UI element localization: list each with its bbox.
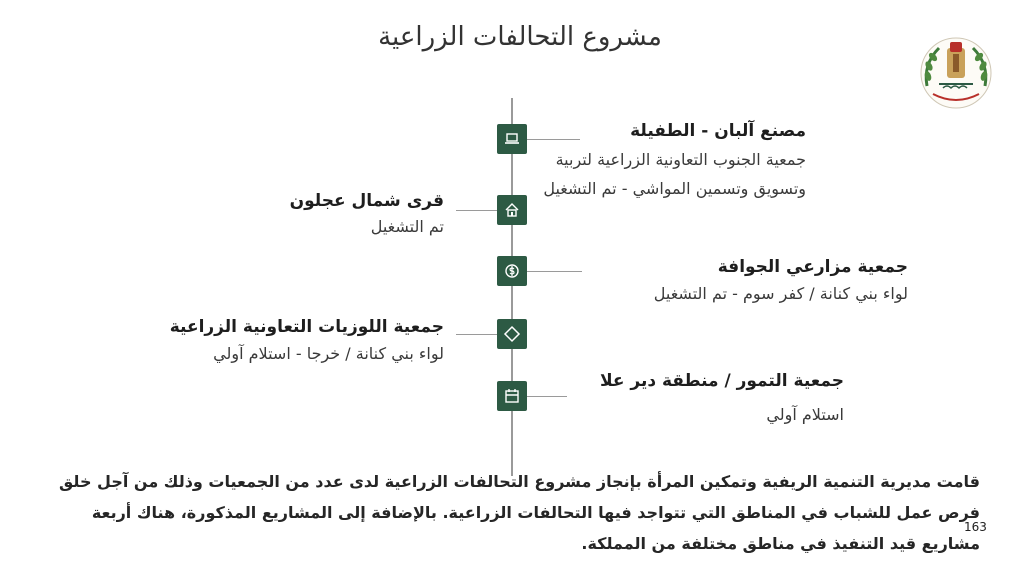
timeline-axis — [511, 98, 513, 476]
entry-5-heading: جمعية التمور / منطقة دير علا — [599, 371, 844, 391]
entry-4-line-1: لواء بني كنانة / خرجا - استلام آولي — [213, 344, 444, 363]
entry-1-line-1: جمعية الجنوب التعاونية الزراعية لتربية — [555, 150, 806, 169]
entry-5-line-1: استلام آولي — [766, 405, 844, 424]
entry-4-heading: جمعية اللوزيات التعاونية الزراعية — [169, 317, 444, 337]
calendar-icon — [504, 388, 520, 404]
entry-1-line-2: وتسويق وتسمين المواشي - تم التشغيل — [543, 179, 806, 198]
timeline-node-2 — [497, 195, 527, 225]
timeline-connector-5 — [527, 396, 567, 397]
entry-3-line-1: لواء بني كنانة / كفر سوم - تم التشغيل — [653, 284, 908, 303]
diamond-icon — [503, 325, 521, 343]
timeline-node-3 — [497, 256, 527, 286]
timeline-entry-5 — [600, 371, 844, 424]
house-icon — [504, 202, 520, 218]
timeline-entry-4 — [170, 317, 444, 363]
timeline-connector-3 — [527, 271, 582, 272]
slide-title: مشروع التحالفات الزراعية — [378, 22, 662, 52]
timeline-node-1 — [497, 124, 527, 154]
timeline-entry-1 — [543, 121, 806, 198]
entry-2-line-1: تم التشغيل — [370, 217, 444, 236]
laptop-icon — [504, 132, 520, 146]
page-number: 163 — [964, 520, 987, 534]
entry-2-heading: قرى شمال عجلون — [289, 191, 444, 211]
currency-icon — [504, 263, 520, 279]
timeline-node-5 — [497, 381, 527, 411]
timeline-connector-4 — [456, 334, 497, 335]
entry-3-heading: جمعية مزارعي الجوافة — [717, 257, 908, 277]
summary-paragraph: قامت مديرية التنمية الريفية وتمكين المرأة بإنجاز مشروع التحالفات الزراعية لدى عدد من الجمعيات وذلك من آجل خلق فرص عمل للشباب في المناطق التي تتواجد فيها التحالفات الزراعية. بالإضافة إلى المشاريع المذكورة، هناك أربعة مشاريع قيد التنفيذ في مناطق مختلفة من المملكة. — [59, 472, 980, 553]
timeline-node-4 — [497, 319, 527, 349]
timeline-entry-2 — [290, 191, 444, 236]
timeline-entry-3 — [654, 257, 908, 303]
timeline-connector-2 — [456, 210, 497, 211]
ministry-emblem-logo — [913, 36, 999, 110]
entry-1-heading: مصنع آلبان - الطفيلة — [630, 121, 806, 141]
emblem-graphic — [913, 36, 999, 110]
